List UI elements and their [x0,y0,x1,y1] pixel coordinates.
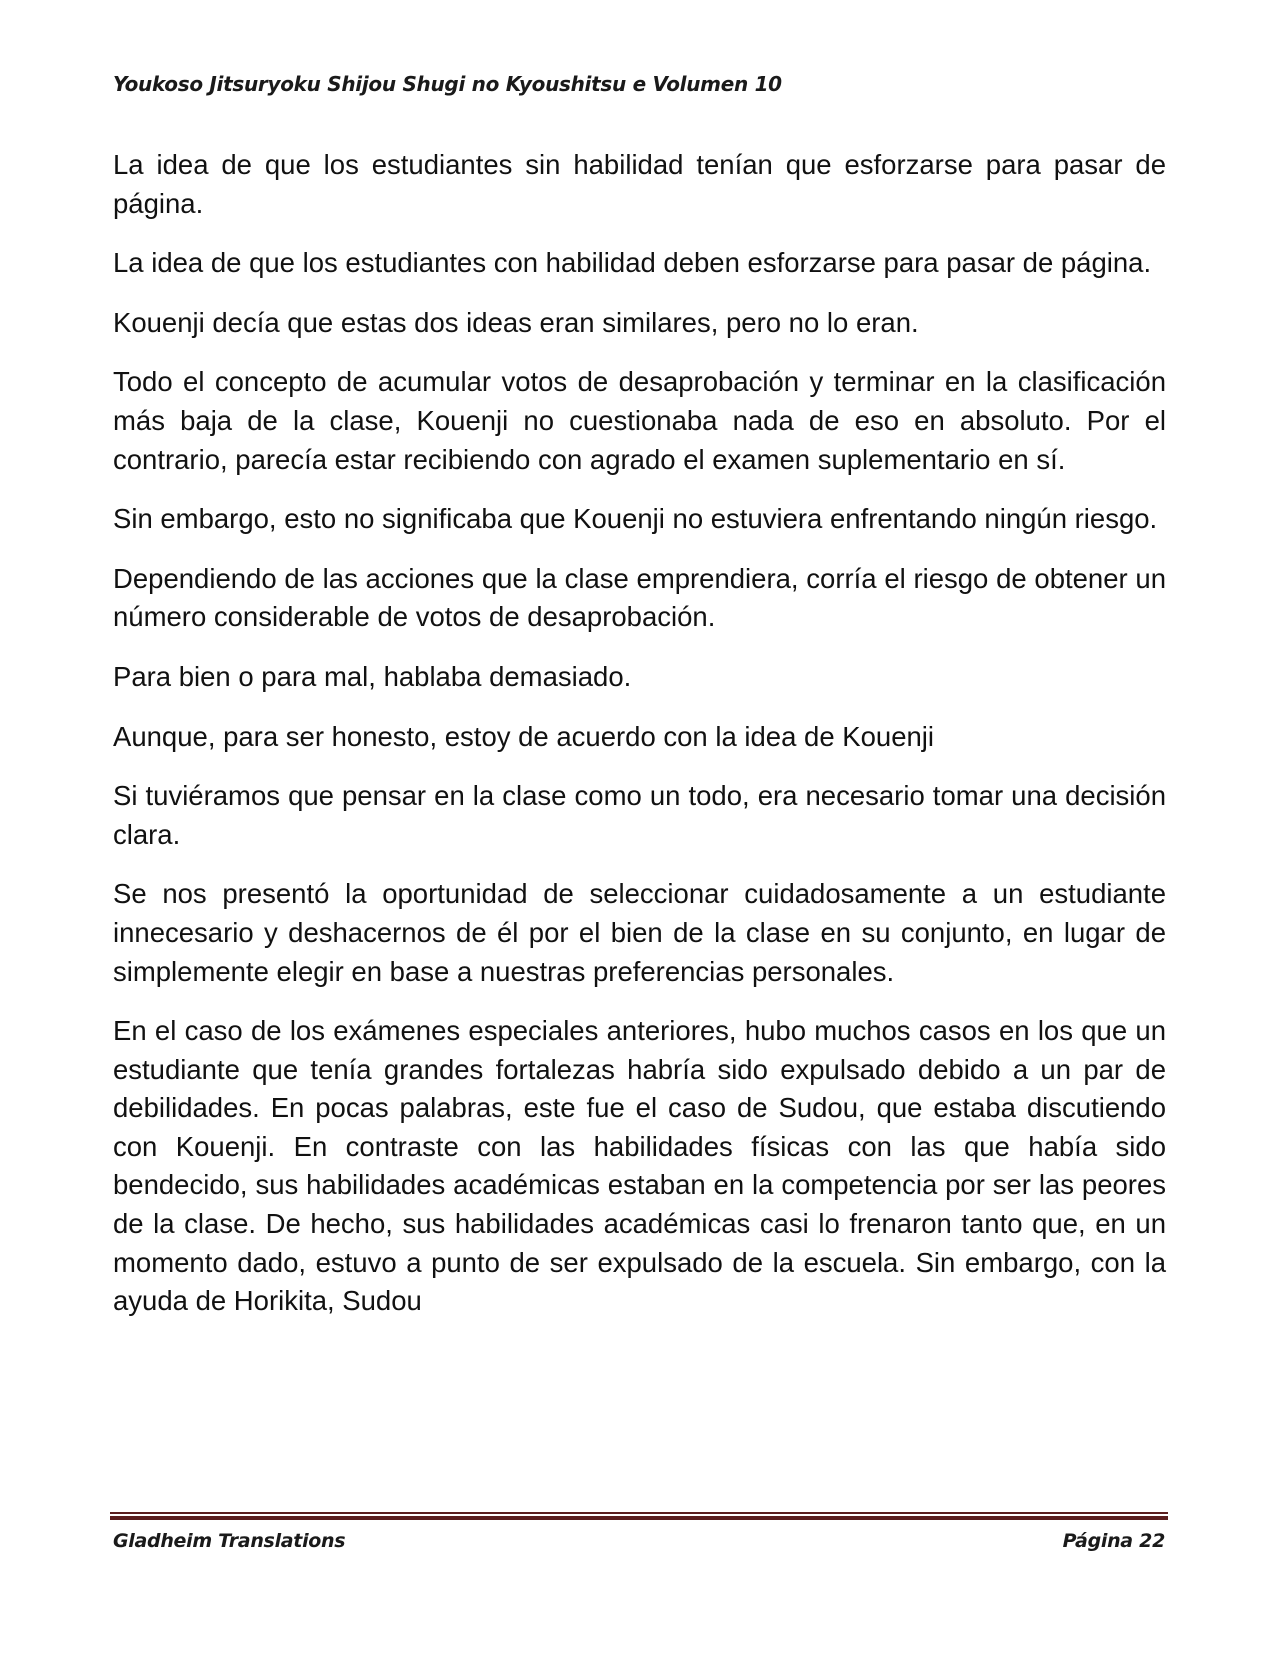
paragraph: Si tuviéramos que pensar en la clase como un todo, era necesario tomar una decisión clara. [113,780,1166,850]
footer-divider-thick-line [110,1516,1168,1520]
paragraph: La idea de que los estudiantes con habilidad deben esforzarse para pasar de página. [113,247,1152,279]
footer-publisher: Gladheim Translations [113,1530,346,1552]
paragraph: Kouenji decía que estas dos ideas eran similares, pero no lo eran. [113,306,919,338]
page-body [113,146,1166,1342]
paragraph: Sin embargo, esto no significaba que Kouenji no estuviera enfrentando ningún riesgo. [113,503,1158,535]
paragraph: Aunque, para ser honesto, estoy de acuerdo con la idea de Kouenji [113,720,934,752]
paragraph: Dependiendo de las acciones que la clase emprendiera, corría el riesgo de obtener un número considerable de votos de desaprobación. [113,562,1166,633]
paragraph: Para bien o para mal, hablaba demasiado. [113,660,632,692]
paragraph: La idea de que los estudiantes sin habilidad tenían que esforzarse para pasar de página. [113,149,1166,219]
running-header: Youkoso Jitsuryoku Shijou Shugi no Kyoushitsu e Volumen 10 [113,72,782,96]
footer-divider [110,1512,1168,1521]
paragraph: Se nos presentó la oportunidad de seleccionar cuidadosamente a un estudiante innecesario y deshacernos de él por el bien de la clase en su conjunto, en lugar de simplemente elegir en base a nuestras preferencias personales. [113,878,1166,987]
paragraph: En el caso de los exámenes especiales anteriores, hubo muchos casos en los que un estudiante que tenía grandes fortalezas habría sido expulsado debido a un par de debilidades. En pocas palabras, este fue el caso de Sudou, que estaba discutiendo con Kouenji. En contraste con las habilidades físicas con las que había sido bendecido, sus habilidades académicas estaban en la competencia por ser las peores de la clase. De hecho, sus habilidades académicas casi lo frenaron tanto que, en un momento dado, estuvo a punto de ser expulsado de la escuela. Sin embargo, con la ayuda de Horikita, Sudou [113,1015,1166,1317]
page-number: Página 22 [1062,1530,1165,1552]
paragraph: Todo el concepto de acumular votos de desaprobación y terminar en la clasificación más baja de la clase, Kouenji no cuestionaba nada de eso en absoluto. Por el contrario, parecía estar recibiendo con agrado el examen suplementario en sí. [113,366,1166,475]
footer-divider-thin-line [110,1512,1168,1514]
